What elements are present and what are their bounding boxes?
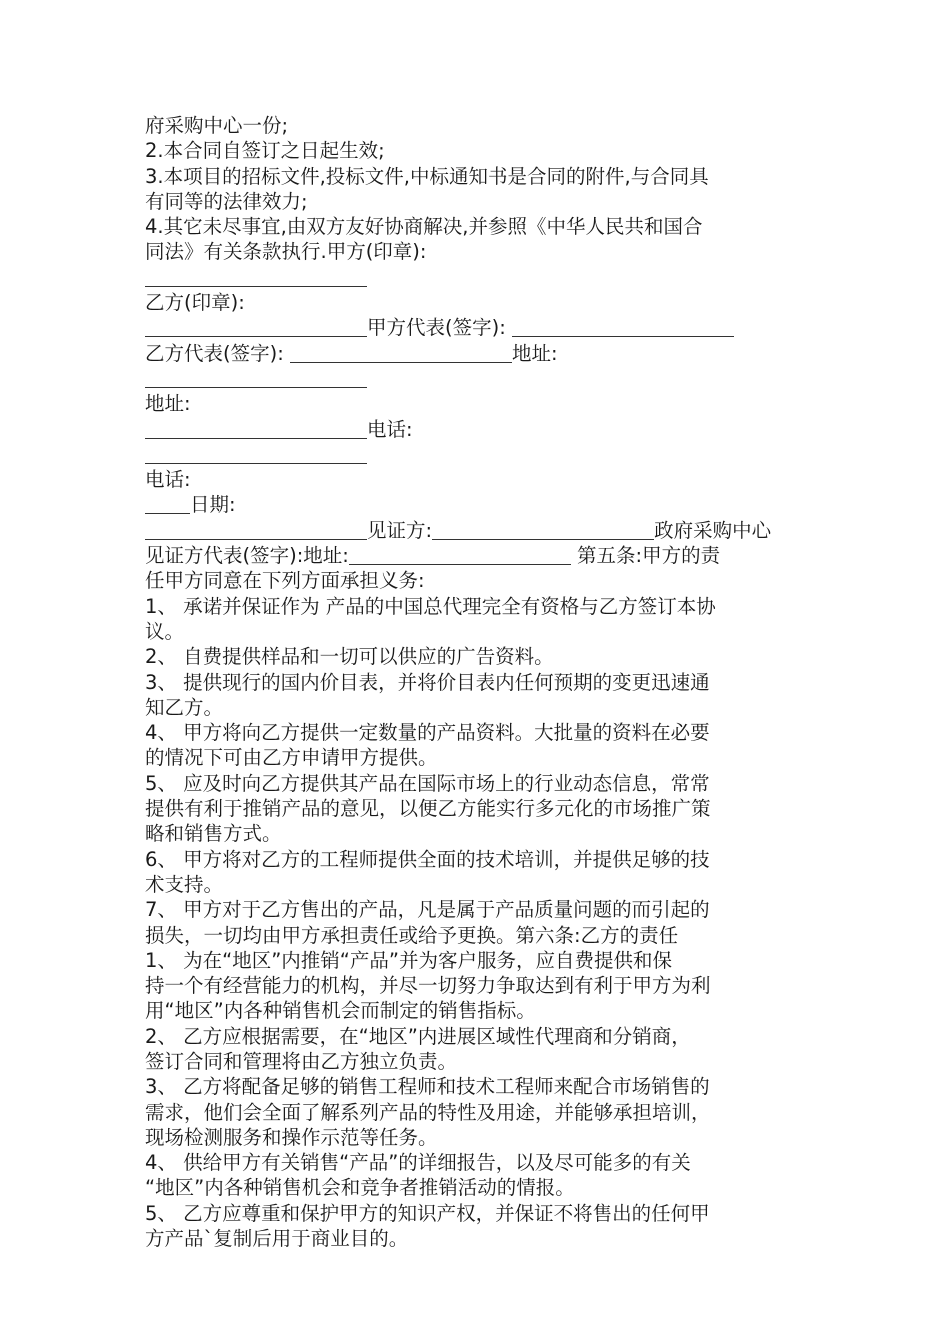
text-line: 现场检测服务和操作示范等任务。 [145, 1125, 438, 1149]
signature-blank [145, 442, 367, 464]
signature-label-line: 地址: [145, 392, 191, 416]
text-line: 同法》有关条款执行.甲方(印章): [145, 240, 427, 264]
text-line: 签订合同和管理将由乙方独立负责。 [145, 1049, 458, 1073]
signature-line [145, 366, 810, 391]
text-line: 任甲方同意在下列方面承担义务: [145, 569, 425, 593]
text-line: 1、 为在“地区”内推销“产品”并为客户服务，应自费提供和保 [145, 948, 673, 972]
signature-blank [145, 518, 367, 540]
text-line: 府采购中心一份; [145, 114, 289, 137]
signature-blank [145, 492, 190, 514]
signature-blank [145, 417, 367, 439]
text-line: 提供有利于推销产品的意见，以便乙方能实行多元化的市场推广策 [145, 797, 711, 821]
text-line: 3、 乙方将配备足够的销售工程师和技术工程师来配合市场销售的 [145, 1075, 710, 1099]
signature-line: 电话: [145, 417, 810, 442]
text-line: 4.其它未尽事宜,由双方友好协商解决,并参照《中华人民共和国合 [145, 215, 703, 239]
signature-label-line: 乙方(印章): [145, 291, 245, 315]
signature-blank [145, 366, 367, 388]
signature-blank [512, 315, 734, 337]
text-line: 术支持。 [145, 872, 224, 896]
signature-label-line: 电话: [145, 468, 191, 492]
signature-line: 日期: [145, 492, 810, 517]
text-line: 有同等的法律效力; [145, 189, 308, 213]
signature-blank [145, 265, 367, 287]
signature-blank [349, 543, 571, 565]
text-line: 需求，他们会全面了解系列产品的特性及用途，并能够承担培训， [145, 1100, 711, 1124]
signature-blank [290, 341, 512, 363]
signature-line: 甲方代表(签字): [145, 315, 810, 340]
text-line: 5、 应及时向乙方提供其产品在国际市场上的行业动态信息，常常 [145, 771, 710, 795]
text-line: 持一个有经营能力的机构，并尽一切努力争取达到有利于甲方为利 [145, 974, 711, 998]
text-line: 6、 甲方将对乙方的工程师提供全面的技术培训，并提供足够的技 [145, 847, 710, 871]
signature-blank [145, 315, 367, 337]
signature-line [145, 265, 810, 290]
text-line: 1、 承诺并保证作为 产品的中国总代理完全有资格与乙方签订本协 [145, 594, 716, 618]
text-line: 3.本项目的招标文件,投标文件,中标通知书是合同的附件,与合同具 [145, 164, 709, 188]
text-line: 议。 [145, 619, 185, 643]
signature-line [145, 442, 810, 467]
text-line: 3、 提供现行的国内价目表，并将价目表内任何预期的变更迅速通 [145, 670, 710, 694]
text-line: 7、 甲方对于乙方售出的产品，凡是属于产品质量问题的而引起的 [145, 898, 710, 922]
text-line: 2、 自费提供样品和一切可以供应的广告资料。 [145, 645, 554, 669]
text-line: 知乙方。 [145, 695, 224, 719]
text-line: “地区”内各种销售机会和竞争者推销活动的情报。 [145, 1176, 575, 1200]
contract-body [145, 113, 810, 1251]
text-line: 用“地区”内各种销售机会而制定的销售指标。 [145, 999, 536, 1023]
signature-line: 见证方代表(签字):地址: 第五条:甲方的责 [145, 544, 721, 568]
text-line: 损失，一切均由甲方承担责任或给予更换。第六条:乙方的责任 [145, 923, 679, 947]
text-line: 2.本合同自签订之日起生效; [145, 139, 385, 163]
text-line: 2、 乙方应根据需要，在“地区”内进展区域性代理商和分销商， [145, 1024, 691, 1048]
text-line: 5、 乙方应尊重和保护甲方的知识产权，并保证不将售出的任何甲 [145, 1201, 710, 1225]
signature-line: 见证方: 政府采购中心 [145, 518, 810, 543]
text-line: 的情况下可由乙方申请甲方提供。 [145, 746, 438, 770]
text-line: 方产品`复制后用于商业目的。 [145, 1227, 409, 1251]
text-line: 略和销售方式。 [145, 822, 282, 846]
text-line: 4、 供给甲方有关销售“产品”的详细报告，以及尽可能多的有关 [145, 1151, 691, 1175]
signature-blank [432, 518, 654, 540]
text-line: 4、 甲方将向乙方提供一定数量的产品资料。大批量的资料在必要 [145, 721, 710, 745]
signature-line: 乙方代表(签字): 地址: [145, 341, 558, 365]
